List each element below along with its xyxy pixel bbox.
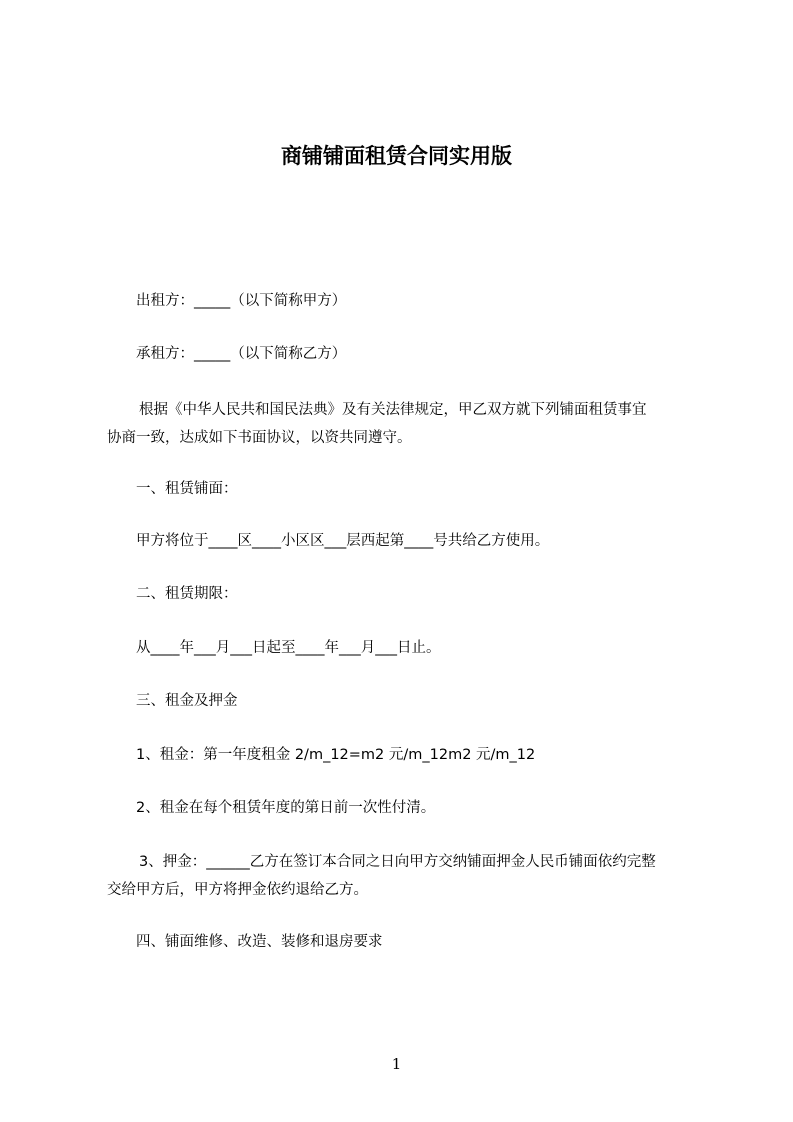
intro-paragraph — [107, 396, 707, 452]
section-3-item-2: 2、租金在每个租赁年度的第日前一次性付清。 — [136, 800, 436, 816]
lessee-line: 承租方：_____（以下简称乙方） — [136, 346, 347, 362]
section-3-item-3-line-1: 3、押金：______乙方在签订本合同之日向甲方交纳铺面押金人民币铺面依约完整 — [139, 854, 656, 870]
section-2-body: 从____年___月___日起至____年___月___日止。 — [136, 640, 441, 656]
section-2-heading: 二、租赁期限： — [136, 586, 238, 602]
document-title: 商铺铺面租赁合同实用版 — [281, 144, 512, 168]
section-3-item-1: 1、租金：第一年度租金 2/m_12=m2 元/m_12m2 元/m_12 — [136, 747, 536, 763]
page-number: 1 — [391, 1055, 402, 1073]
section-1-body: 甲方将位于____区____小区区___层西起第____号共给乙方使用。 — [136, 533, 550, 549]
section-3-item-3-line-2: 交给甲方后，甲方将押金依约退给乙方。 — [107, 882, 368, 898]
lessor-line: 出租方：_____（以下简称甲方） — [136, 293, 347, 309]
intro-line-1: 根据《中华人民共和国民法典》及有关法律规定，甲乙双方就下列铺面租赁事宜 — [139, 402, 647, 418]
section-1-heading: 一、租赁铺面： — [136, 481, 238, 497]
section-4-heading: 四、铺面维修、改造、装修和退房要求 — [136, 934, 383, 950]
section-3-item-3 — [107, 848, 707, 904]
intro-line-2: 协商一致，达成如下书面协议，以资共同遵守。 — [107, 430, 412, 446]
section-3-heading: 三、租金及押金 — [136, 693, 238, 709]
